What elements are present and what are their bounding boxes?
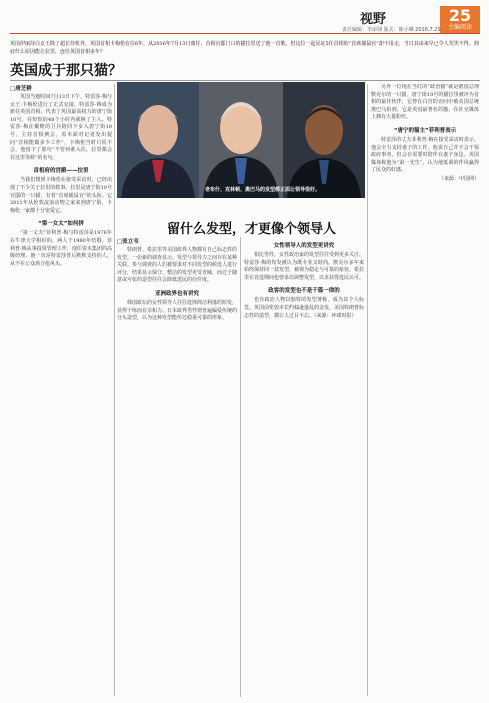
- headline-rule: [10, 80, 480, 81]
- byline: □唐芝耕: [10, 86, 32, 92]
- header-rule: [10, 33, 480, 34]
- article-paragraph: 韩国政坛的女性领导人往往选择简洁利落的短发，显得干练而有亲和力。日本政界男性则普遍偏爱传统的分头造型，认为这种发型能传达稳重可靠的形象。: [117, 299, 237, 322]
- section-title: 视野: [360, 12, 387, 27]
- photo-illustration: [117, 82, 365, 198]
- article-column-3: [244, 237, 364, 697]
- subheading: “唐宁的猫主”菲利普表示: [393, 127, 457, 134]
- sidebar-headline: 留什么发型，才更像个领导人: [167, 222, 337, 237]
- column-divider: [114, 84, 115, 696]
- page-headline: 英国成于那只猫？: [10, 63, 122, 79]
- article-paragraph: “第一丈夫”菲利普·梅与特雷莎是1976年在牛津大学相识的，两人于1980年结婚。菲利普·梅从事投资管理工作，现任资本集团的高级经理。他一直是特雷莎背后默默支持的人，从不在公众场合抢风头。: [10, 230, 112, 267]
- article-paragraph: 特朗普、希拉里等美国政界人物都有自己标志性的发型。一份新的调查显示，发型与领导力之间存在某种关联。参与调查的人们被要求对不同发型的候选人进行评分，结果显示保守、整洁的发型更受青睐，而过于随意或夸张的造型往往会降低选民的信任度。: [117, 247, 237, 284]
- article-source: （来源：中国网）: [438, 175, 479, 182]
- article-column-2: [117, 237, 237, 697]
- column-divider: [367, 84, 368, 696]
- editor-meta: 责任编辑：李添翎 版式：陈小琳 2016.7.29: [342, 27, 441, 33]
- article-paragraph: 英国当地时间7月13日下午，特雷莎·梅与女王·卡梅伦进行了正式交接，特雷莎·梅成为新任英国首相。代表了英国最高权力的唐宁街10号，在短短的48个小时内就换了主人。特雷莎·梅在戴维的卫兵陪同下步入唐宁街10号，主持首相例会。原本面对记者发出提问“首相能做多少工作”，卡梅伦当时只说不会，他留下了那句“不管何谁入住，拉里都会在这里等候”的名句。: [10, 94, 112, 161]
- article-paragraph: 相比男性，女性政治家的发型往往受到更多关注。特雷莎·梅的短发被认为既专业又时尚。默克尔多年来始终保持同一款发型，被视为稳定与可靠的象征。希拉里在竞选期间也曾多次调整发型，以求获得选民认可。: [244, 252, 364, 281]
- subheading: 亚洲政界也有讲究: [154, 290, 199, 297]
- article-paragraph: 也有政治人物以独特的发型著称，成为其个人标签。英国前伦敦市长约翰逊蓬乱的金发，美国特朗普标志性的造型，都让人过目不忘。（来源：环球时报）: [244, 297, 364, 319]
- subheading: “第一女太”如何拼: [38, 221, 84, 228]
- subheading: 女性领导人的发型更讲究: [273, 243, 335, 249]
- politicians-photo: [117, 82, 365, 198]
- article-paragraph: 特雷莎的丈夫菲利普·梅在接受采访时表示，他会全力支持妻子的工作。他说自己并不会干预政府事务，但会在需要时陪伴在妻子身边。英国媒体称他为“第一先生”，认为他低调的作风赢得了民众的好感。: [371, 136, 479, 174]
- lead-paragraph: 英国伊丽莎白女王除了超长待机外，英国首相卡梅伦在位6年，从2016年7月13日离任，首相官邸门口的猫拉里送了他一首歌，但这位一起见证5任首相的“首席捕鼠官”却不用走，当日其由来早已令人哭笑不得。到底什么原因能让拉里，连任英国首相多年？: [10, 41, 479, 55]
- photo-caption: 老布什、克林顿、奥巴马的发型都正面让领导很好。: [205, 187, 321, 193]
- subheading: 首相府的宫殿——拉里: [33, 168, 89, 175]
- page-label: 主编阅读: [447, 24, 472, 31]
- article-column-4: [371, 84, 479, 696]
- article-paragraph: 当我们想到卡梅伦在接受采访时，已经出现了不少关于拉里的轶事。拉里是唐宁街10号官邸的一只猫，有着“首席捕鼠官”的头衔。它2011年从伦敦流浪动物之家来到唐宁街，卡梅伦一家都十分宠爱它。: [10, 177, 112, 214]
- subheading: 政客的发型也不是千篇一律的: [268, 288, 340, 295]
- column-divider: [240, 237, 241, 697]
- page-number-badge: [440, 6, 480, 34]
- article-column-1: [10, 84, 112, 696]
- article-paragraph: 另外一位现在当红的“政治猫”就是德国总理默克尔的一只猫。唐宁街10号的猫拉里被评为首相的最佳伙伴，它曾在白宫的访问中被美国总统奥巴马拍到。它是英国最著名的猫，在社交媒体上拥有大量粉丝。: [371, 84, 479, 121]
- byline: □张立韦: [117, 239, 139, 245]
- page-number: 25: [448, 6, 472, 25]
